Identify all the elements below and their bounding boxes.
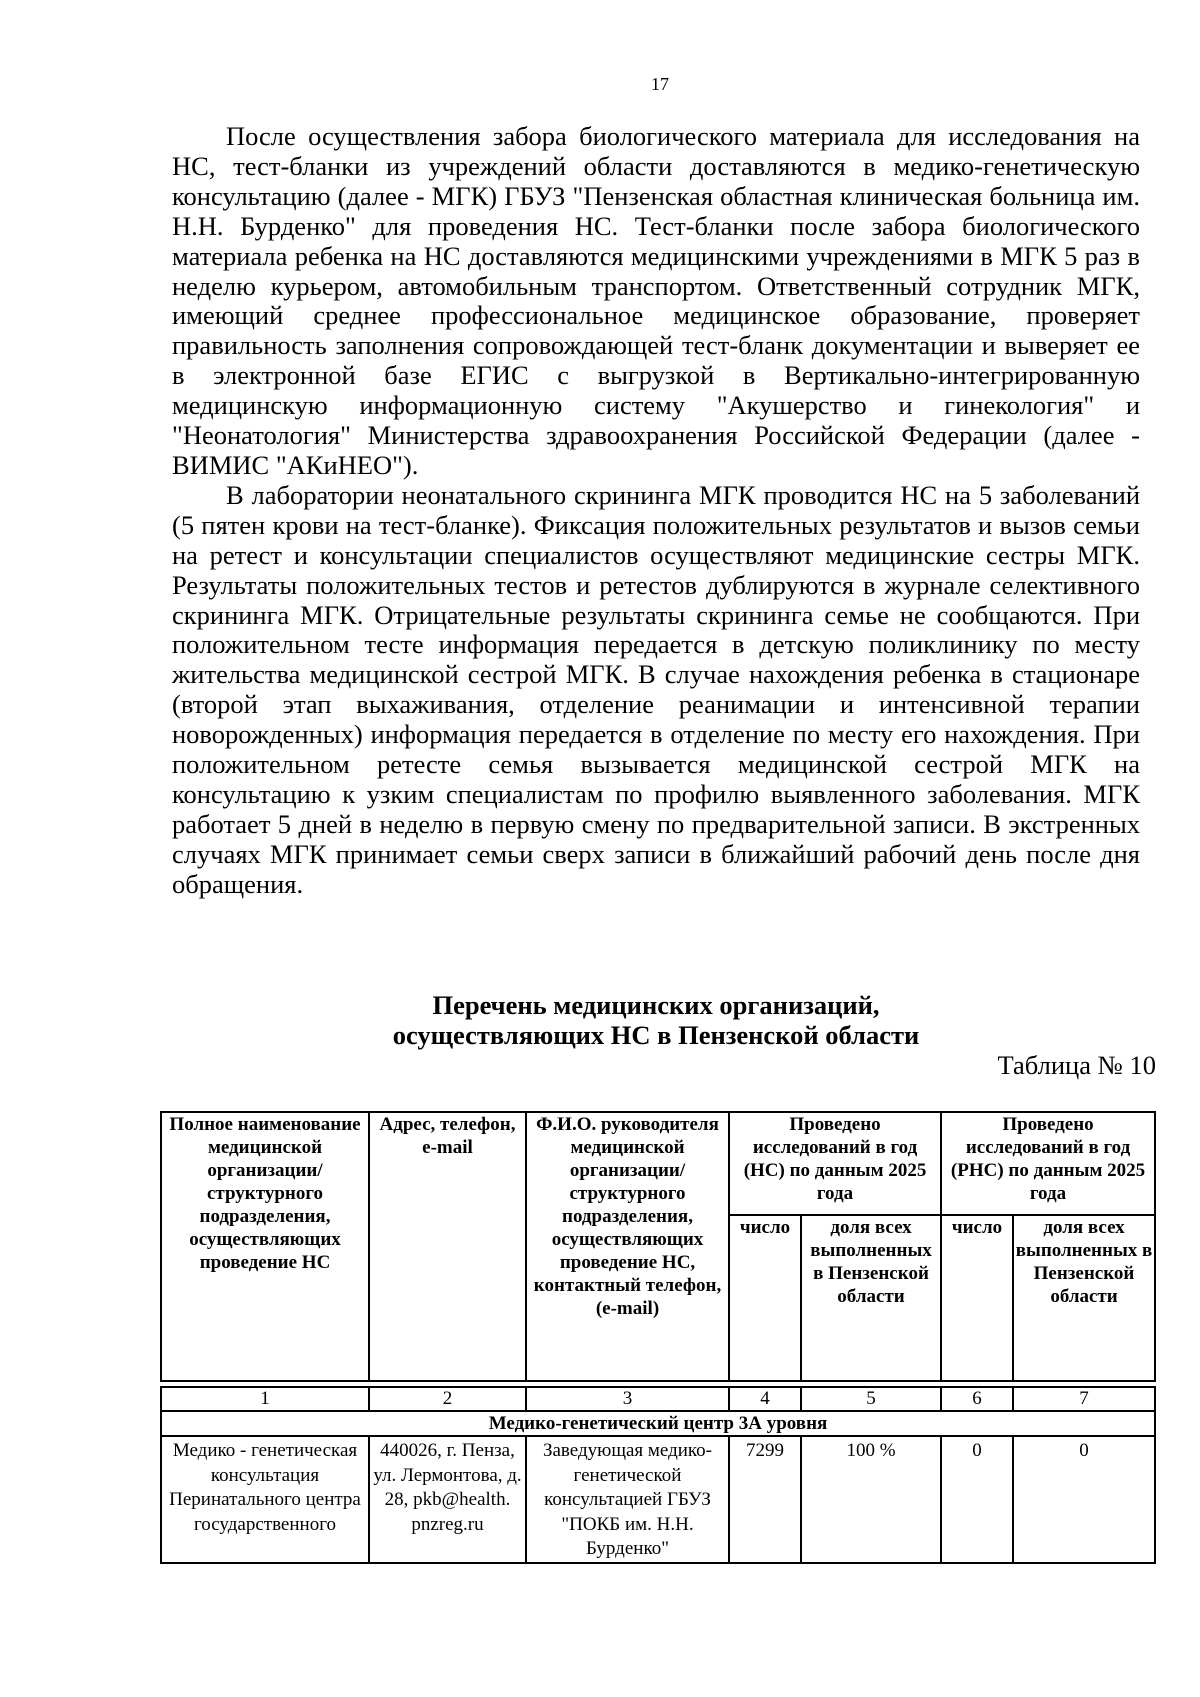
column-number: 2 (369, 1387, 526, 1411)
cell-rns-share: 0 (1013, 1436, 1155, 1563)
body-text (172, 122, 1140, 900)
table-number-label: Таблица № 10 (997, 1050, 1156, 1080)
header-rns-group: Проведено исследований в год (РНС) по данным 2025 года (941, 1112, 1155, 1215)
cell-address: 440026, г. Пенза, ул. Лермонтова, д. 28, pkb@health. pnzreg.ru (369, 1436, 526, 1563)
page-number: 17 (651, 74, 669, 94)
column-number: 4 (729, 1387, 801, 1411)
paragraph: В лаборатории неонатального скрининга МГК проводится НС на 5 заболеваний (5 пятен крови на тест-бланке). Фиксация положительных результатов и вызов семьи на ретест и консультации специалистов осуществляют медицинские сестры МГК. Результаты положительных тестов и ретестов дублируются в журнале селективного скрининга МГК. Отрицательные результаты скрининга семье не сообщаются. При положительном тесте информация передается в детскую поликлинику по месту жительства медицинской сестрой МГК. В случае нахождения ребенка в стационаре (второй этап выхаживания, отделение реанимации и интенсивной терапии новорожденных) информация передается в отделение по месту его нахождения. При положительном ретесте семья вызывается медицинской сестрой МГК на консультацию к узким специалистам по профилю выявленного заболевания. МГК работает 5 дней в неделю в первую смену по предварительной записи. В экстренных случаях МГК принимает семьи сверх записи в ближайший рабочий день после дня обращения. (172, 479, 1140, 899)
table-row (161, 1436, 1155, 1563)
column-number: 7 (1013, 1387, 1155, 1411)
heading-line: осуществляющих НС в Пензенской области (392, 1020, 920, 1050)
header-head: Ф.И.О. руководителя медицинской организации/ структурного подразделения, осуществляющих проведение НС, контактный телефон, (e-mail) (526, 1112, 729, 1381)
cell-rns-count: 0 (941, 1436, 1013, 1563)
header-ns-count: число (729, 1215, 801, 1381)
column-number: 5 (801, 1387, 941, 1411)
table-heading (172, 990, 1140, 1050)
header-rns-share: доля всех выполненных в Пензенской области (1013, 1215, 1155, 1381)
header-rns-count: число (941, 1215, 1013, 1381)
header-address: Адрес, телефон, e-mail (369, 1112, 526, 1381)
cell-head: Заведующая медико- генетической консультацией ГБУЗ "ПОКБ им. Н.Н. Бурденко" (526, 1436, 729, 1563)
heading-line: Перечень медицинских организаций, (432, 990, 880, 1020)
header-ns-group: Проведено исследований в год (НС) по данным 2025 года (729, 1112, 941, 1215)
cell-ns-count: 7299 (729, 1436, 801, 1563)
paragraph: После осуществления забора биологического материала для исследования на НС, тест-бланки из учреждений области доставляются в медико-генетическую консультацию (далее - МГК) ГБУЗ "Пензенская областная клиническая больница им. Н.Н. Бурденко" для проведения НС. Тест-бланки после забора биологического материала ребенка на НС доставляются медицинскими учреждениями в МГК 5 раз в неделю курьером, автомобильным транспортом. Ответственный сотрудник МГК, имеющий среднее профессиональное медицинское образование, проверяет правильность заполнения сопровождающей тест-бланк документации и выверяет ее в электронной базе ЕГИС с выгрузкой в Вертикально-интегрированную медицинскую информационную систему "Акушерство и гинекология" и "Неонатология" Министерства здравоохранения Российской Федерации (далее - ВИМИС "АКиНЕО"). (172, 121, 1140, 480)
organizations-table (160, 1111, 1154, 1564)
column-number: 3 (526, 1387, 729, 1411)
section-title: Медико-генетический центр 3А уровня (161, 1411, 1155, 1436)
column-number: 1 (161, 1387, 369, 1411)
column-number: 6 (941, 1387, 1013, 1411)
cell-ns-share: 100 % (801, 1436, 941, 1563)
cell-org: Медико - генетическая консультация Перинатального центра государственного (161, 1436, 369, 1563)
header-ns-share: доля всех выполненных в Пензенской области (801, 1215, 941, 1381)
header-org: Полное наименование медицинской организации/ структурного подразделения, осуществляющих проведение НС (161, 1112, 369, 1381)
